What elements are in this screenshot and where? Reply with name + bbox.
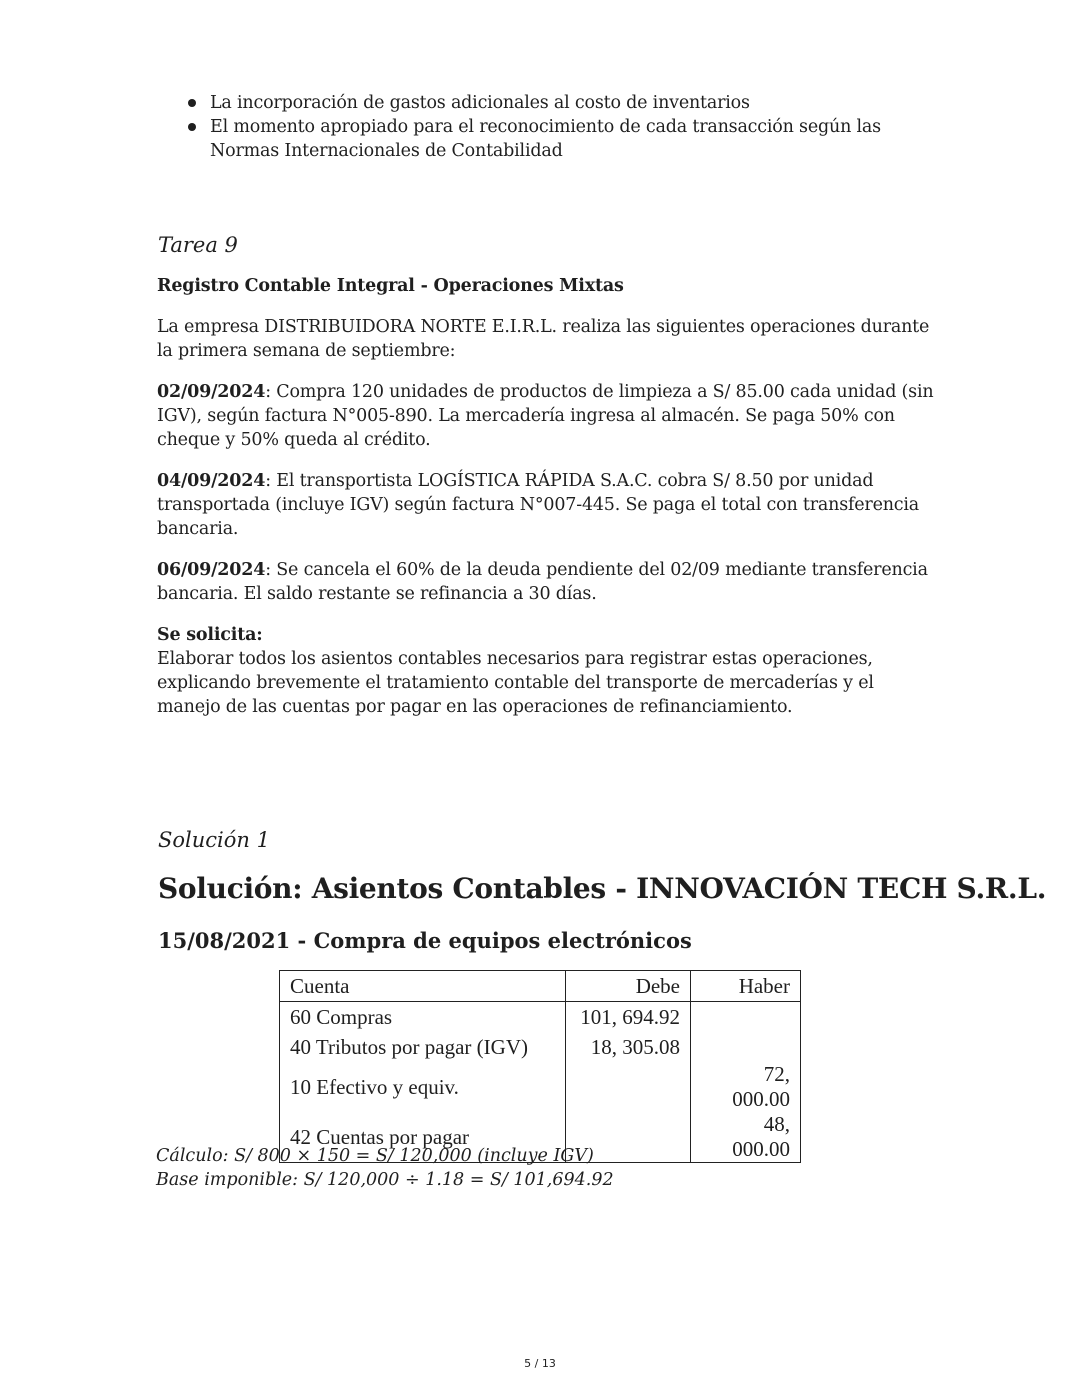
operation-text: : Compra 120 unidades de productos de limpieza a S/ 85.00 cada unidad (sin IGV), según factura N°005-890. La mercadería ingresa al almacén. Se paga 50% con cheque y 50% queda al crédito. (157, 382, 934, 450)
haber-cell (691, 1032, 801, 1062)
bullet-text: El momento apropiado para el reconocimiento de cada transacción según las Normas Internacionales de Contabilidad (210, 117, 881, 161)
account-cell: 10 Efectivo y equiv. (280, 1062, 566, 1112)
account-cell: 42 Cuentas por pagar (280, 1112, 566, 1163)
journal-entry-table (279, 970, 801, 1163)
debe-cell: 18, 305.08 (566, 1032, 691, 1062)
table-header-row (280, 971, 801, 1002)
haber-cell: 72, 000.00 (691, 1062, 801, 1112)
operation-text: : Se cancela el 60% de la deuda pendiente del 02/09 mediante transferencia bancaria. El saldo restante se refinancia a 30 días. (157, 560, 928, 604)
page-number: 5 / 13 (524, 1357, 556, 1370)
account-cell: 60 Compras (280, 1002, 566, 1033)
task-heading: Tarea 9 (158, 233, 238, 257)
table-row (280, 1062, 801, 1112)
operation-2 (157, 469, 937, 541)
haber-cell (691, 1002, 801, 1033)
operation-1 (157, 380, 937, 452)
operation-date: 04/09/2024 (157, 471, 266, 491)
column-header-haber: Haber (691, 971, 801, 1002)
entry-title: 15/08/2021 - Compra de equipos electrónicos (158, 928, 692, 953)
task-intro: La empresa DISTRIBUIDORA NORTE E.I.R.L. realiza las siguientes operaciones durante la primera semana de septiembre: (157, 317, 930, 361)
bullet-item (186, 91, 906, 115)
operation-text: : El transportista LOGÍSTICA RÁPIDA S.A.C. cobra S/ 8.50 por unidad transportada (incluye IGV) según factura N°007-445. Se paga el total con transferencia bancaria. (157, 471, 920, 539)
table-row (280, 1002, 801, 1033)
solution-title: Solución: Asientos Contables - INNOVACIÓN TECH S.R.L. (158, 872, 1047, 905)
table-row (280, 1032, 801, 1062)
operation-date: 02/09/2024 (157, 382, 266, 402)
debe-cell: 101, 694.92 (566, 1002, 691, 1033)
bullet-list (186, 91, 906, 163)
request-label: Se solicita: (157, 625, 263, 645)
column-header-debe: Debe (566, 971, 691, 1002)
debe-cell (566, 1062, 691, 1112)
task-title: Registro Contable Integral - Operaciones Mixtas (157, 276, 624, 296)
haber-cell: 48, 000.00 (691, 1112, 801, 1163)
solution-heading: Solución 1 (158, 828, 270, 852)
account-cell: 40 Tributos por pagar (IGV) (280, 1032, 566, 1062)
bullet-item (186, 115, 906, 163)
calc-line-1: Cálculo: S/ 800 × 150 = S/ 120,000 (incluye IGV) (156, 1146, 594, 1166)
request-text: Elaborar todos los asientos contables necesarios para registrar estas operaciones, explicando brevemente el tratamiento contable del transporte de mercaderías y el manejo de las cuentas por pagar en las operaciones de refinanciamiento. (157, 649, 874, 717)
bullet-text: La incorporación de gastos adicionales al costo de inventarios (210, 93, 750, 113)
bullet-dot (188, 123, 196, 131)
bullet-dot (188, 99, 196, 107)
column-header-cuenta: Cuenta (280, 971, 566, 1002)
calc-line-2: Base imponible: S/ 120,000 ÷ 1.18 = S/ 101,694.92 (156, 1170, 614, 1190)
operation-date: 06/09/2024 (157, 560, 266, 580)
operation-3 (157, 558, 937, 606)
